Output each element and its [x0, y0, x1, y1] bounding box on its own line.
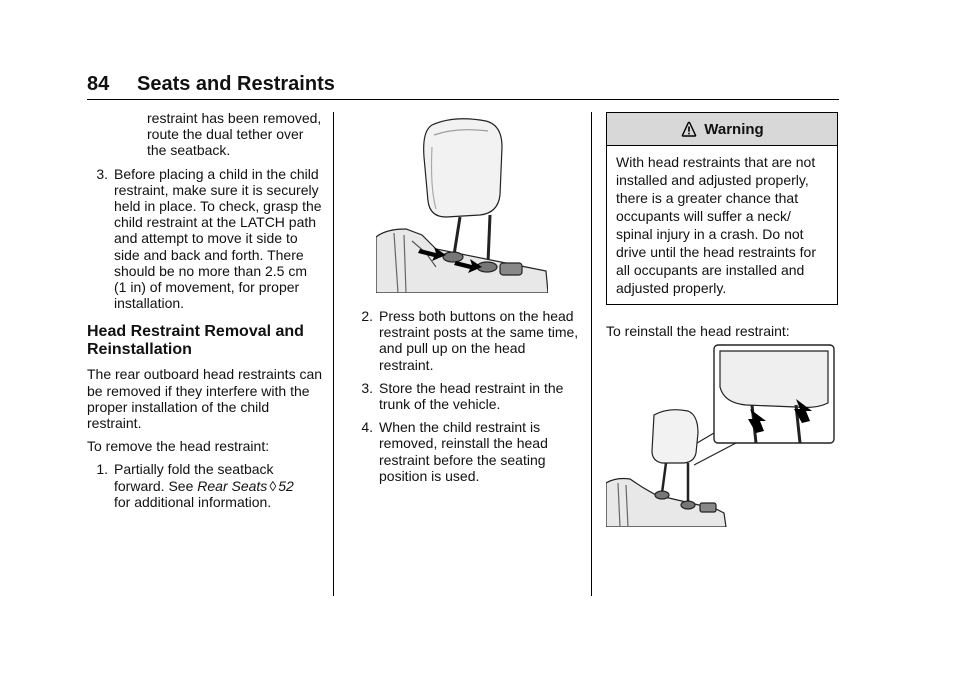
column-divider-right	[591, 112, 592, 596]
page-header	[87, 70, 839, 100]
step-4-reinstall	[350, 419, 582, 484]
step-text: When the child restraint is removed, reinstall the head restraint before the seating position is used.	[379, 419, 548, 484]
step-2-press-buttons	[350, 308, 582, 373]
step-3-store	[350, 380, 582, 412]
column-right	[606, 110, 838, 339]
step-3-child-restraint	[87, 166, 323, 312]
column-middle	[350, 308, 582, 484]
step-text	[114, 461, 323, 510]
section-title: Seats and Restraints	[137, 73, 335, 95]
step-text: Store the head restraint in the trunk of the vehicle.	[379, 379, 564, 413]
warning-header	[607, 113, 837, 146]
step-number: 2.	[361, 308, 373, 324]
warning-icon	[680, 120, 698, 138]
step-number: 3.	[361, 379, 373, 396]
subsection-heading: Head Restraint Removal and Reinstallation	[87, 323, 304, 359]
step-1-fold-seatback	[87, 461, 323, 510]
rear-seats-link[interactable]: Rear Seats	[197, 477, 268, 494]
step-number: 3.	[96, 165, 108, 182]
column-left	[87, 110, 323, 510]
step-text-part: Partially fold the seatback forward. See	[114, 461, 274, 494]
xref-page-number[interactable]: 52	[278, 477, 294, 494]
remove-label: To remove the head restraint:	[87, 438, 270, 455]
head-restraint-reinstall-illustration	[606, 343, 836, 527]
continued-step-text: restraint has been removed, route the dual tether over the seatback.	[147, 110, 322, 159]
step-number: 4.	[361, 419, 373, 436]
step-number: 1.	[96, 461, 108, 478]
xref-diamond-icon: ◊	[269, 477, 277, 494]
column-divider-left	[333, 112, 334, 596]
warning-title: Warning	[704, 120, 764, 138]
step-text-part: for additional information.	[114, 493, 272, 510]
intro-paragraph: The rear outboard head restraints can be removed if they interfere with the proper installation of the child restraint.	[87, 366, 323, 432]
reinstall-label: To reinstall the head restraint:	[606, 323, 790, 339]
warning-text: With head restraints that are not installed and adjusted properly, there is a greater chance that occupants will suffer a neck/ spinal injury in a crash. Do not drive until the head restraints for all occupants are installed and adjusted properly.	[616, 154, 816, 296]
page-number: 84	[87, 73, 110, 95]
step-text: Press both buttons on the head restraint posts at the same time, and pull up on the head restraint.	[379, 308, 579, 373]
warning-box	[606, 112, 838, 305]
head-restraint-removal-illustration	[376, 117, 548, 293]
step-text: Before placing a child in the child restraint, make sure it is securely held in place. To check, grasp the child restraint at the LATCH path and attempt to move it side to side and back and forth. There should be no more than 2.5 cm (1 in) of movement, for proper installation.	[114, 165, 322, 312]
